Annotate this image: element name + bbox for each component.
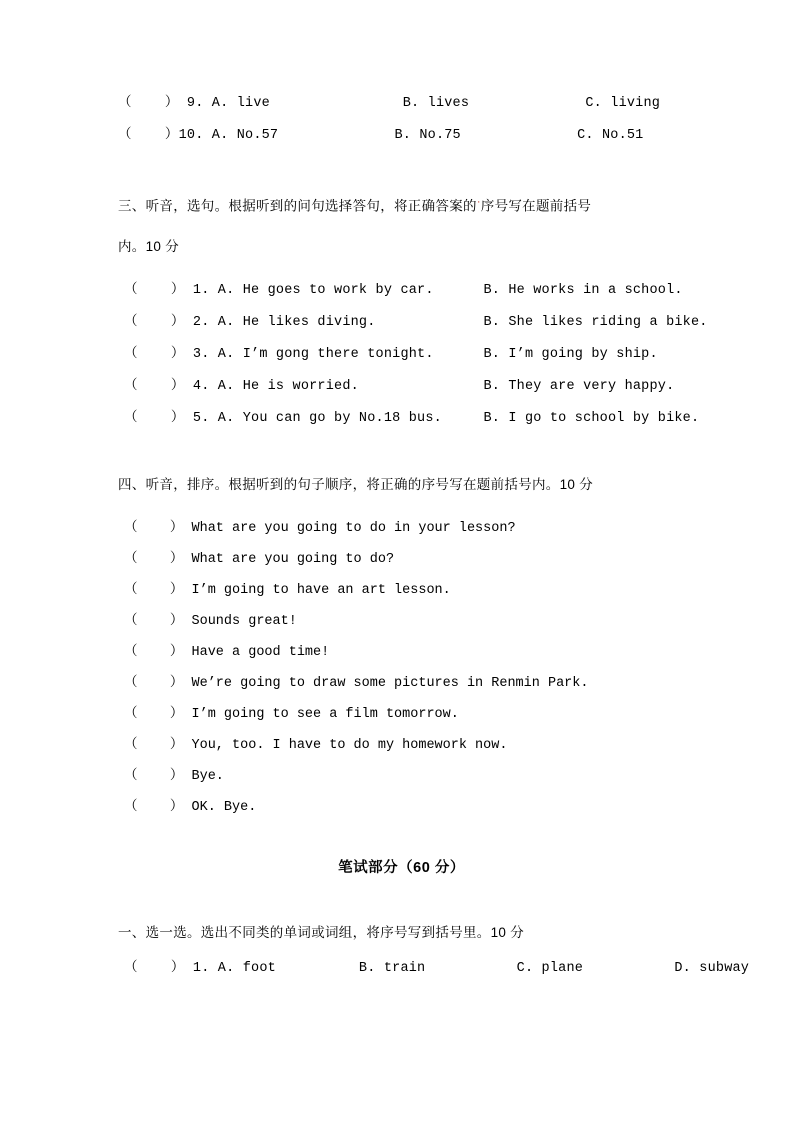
- spacer: [118, 505, 685, 513]
- section-three-item: （ ） 5. A. You can go by No.18 bus. B. I go to school by bike.: [124, 410, 700, 426]
- listening-tail-item: （ ）10. A. No.57 B. No.75 C. No.51: [118, 128, 644, 143]
- section-three-item: （ ） 2. A. He likes diving. B. She likes riding a bike.: [124, 314, 708, 330]
- section-four-item: （ ） Sounds great!: [124, 613, 297, 629]
- section-four-item: （ ） Have a good time!: [124, 644, 330, 660]
- spacer: [118, 152, 685, 182]
- section-four-item: （ ） I’m going to see a film tomorrow.: [124, 706, 459, 722]
- section-four: [118, 465, 685, 823]
- section-three-heading: [118, 182, 685, 227]
- section-four-item: （ ） We’re going to draw some pictures in Renmin Park.: [124, 675, 589, 691]
- written-part-title: 笔试部分（60 分）: [338, 859, 465, 876]
- listening-tail-item: （ ） 9. A. live B. lives C. living: [118, 96, 661, 111]
- section-four-heading: 四、听音，排序。根据听到的句子顺序，将正确的序号写在题前括号内。10 分: [118, 476, 594, 492]
- spacer: [118, 435, 685, 465]
- spacer: [118, 823, 685, 853]
- section-four-item: （ ） OK. Bye.: [124, 799, 257, 815]
- proofreading-mark: ·: [476, 196, 481, 208]
- spacer: [118, 883, 685, 913]
- section-four-item: （ ） Bye.: [124, 768, 224, 784]
- section-three: [118, 182, 708, 435]
- section-three-heading-suffix: 序号写在题前括号: [480, 198, 592, 214]
- written-part: [118, 853, 750, 985]
- section-four-item: （ ） What are you going to do in your lesson?: [124, 520, 516, 536]
- section-four-item: （ ） I’m going to have an art lesson.: [124, 582, 451, 598]
- spacer: [118, 267, 685, 275]
- section-three-item: （ ） 4. A. He is worried. B. They are very happy.: [124, 378, 675, 394]
- section-three-item: （ ） 3. A. I’m gong there tonight. B. I’m going by ship.: [124, 346, 658, 362]
- section-four-item: （ ） You, too. I have to do my homework now.: [124, 737, 508, 753]
- listening-tail-group: [118, 88, 685, 152]
- written-section-one-item: （ ） 1. A. foot B. train C. plane D. subway: [124, 960, 750, 976]
- section-four-item: （ ） What are you going to do?: [124, 551, 395, 567]
- written-section-one-heading: 一、选一选。选出不同类的单词或词组，将序号写到括号里。10 分: [118, 924, 525, 940]
- section-three-heading-line2: 内。10 分: [118, 238, 180, 254]
- section-three-item: （ ） 1. A. He goes to work by car. B. He works in a school.: [124, 282, 683, 298]
- section-three-heading-prefix: 三、听音，选句。根据听到的问句选择答句，将正确答案的: [118, 198, 477, 214]
